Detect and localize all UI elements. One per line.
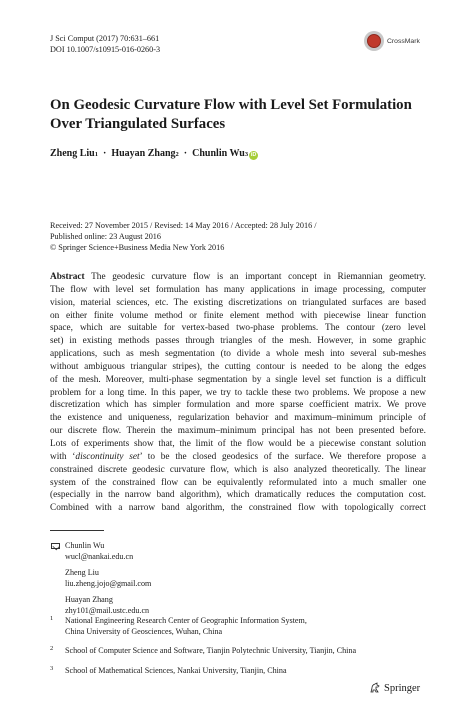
affiliation-entry	[50, 666, 430, 677]
crossmark-badge[interactable]	[364, 31, 420, 51]
journal-volume: J Sci Comput (2017) 70:631–661	[50, 34, 160, 43]
affiliation-line: National Engineering Research Center of Geographic Information System,	[65, 616, 307, 625]
italic-term: discontinuity set	[75, 451, 140, 462]
envelope-icon	[51, 543, 60, 549]
abstract-line: on either finite volume method or finite element method with piecewise linear function	[50, 310, 426, 321]
abstract-line: of the mesh. Moreover, multi-phase segmentation by a single level set function is a difficult	[50, 374, 426, 385]
abstract-line: (especially in the narrow band algorithm), which dramatically reduces the computation cost.	[50, 490, 426, 501]
title-line: On Geodesic Curvature Flow with Level Set Formulation	[50, 97, 412, 113]
crossmark-icon	[364, 31, 384, 51]
affiliation-line: China University of Geosciences, Wuhan, China	[65, 626, 223, 636]
contact-name: Huayan Zhang	[65, 595, 113, 604]
abstract-line: with ‘discontinuity set’ to be the closed geodesics of the surface. We therefore propose a	[50, 451, 426, 462]
affiliation-number: 2	[50, 645, 54, 652]
affiliation-list	[50, 616, 430, 685]
crossmark-label: CrossMark	[387, 37, 420, 45]
affiliation-entry	[50, 616, 430, 637]
abstract-line: Lots of experiments show that, the limit of the flow would be a piecewise constant solution	[50, 438, 426, 449]
abstract-line: without ambiguous triangular stripes), the cutting contour is needed to be along the edges	[50, 361, 426, 372]
abstract-line: Combined with a narrow band algorithm, the constrained flow with topologically correct	[50, 503, 426, 514]
author-affiliation-mark: 2	[175, 151, 179, 158]
author-name: Zheng Liu	[50, 148, 95, 159]
dates-line: Received: 27 November 2015 / Revised: 14 May 2016 / Accepted: 28 July 2016 /	[50, 221, 317, 230]
abstract-line: vision, material sciences, etc. The existing discretizations on triangulated surfaces are based	[50, 297, 426, 308]
orcid-icon[interactable]: iD	[250, 152, 257, 158]
author-separator: ·	[183, 148, 188, 159]
contact-name: Zheng Liu	[65, 568, 99, 577]
abstract-line: our discrete flow. Therein the maximum–minimum principal has not been presented before.	[50, 426, 426, 437]
affiliation-number: 1	[50, 615, 54, 622]
journal-doi[interactable]: DOI 10.1007/s10915-016-0260-3	[50, 45, 161, 54]
contact-email[interactable]: wucl@nankai.edu.cn	[65, 551, 134, 561]
contact-email[interactable]: zhy101@mail.ustc.edu.cn	[65, 605, 150, 615]
contact-email[interactable]: liu.zheng.jojo@gmail.com	[65, 578, 152, 588]
dates-line: Published online: 23 August 2016	[50, 232, 161, 241]
abstract-line: set) in existing methods passes through triangles of the mesh. However, in some graphic	[50, 336, 426, 347]
abstract-line: problem for a long time. In this paper, we try to tackle these two problems. We propose a new	[50, 387, 426, 398]
contact-entry	[50, 541, 151, 562]
journal-citation	[50, 33, 160, 55]
author-name: Chunlin Wu	[192, 148, 245, 159]
affiliation-line: School of Computer Science and Software, Tianjin Polytechnic University, Tianjin, China	[65, 646, 357, 655]
affiliation-line: School of Mathematical Sciences, Nankai University, Tianjin, China	[65, 665, 287, 675]
publisher-logo	[369, 682, 420, 694]
affiliation-entry	[50, 646, 430, 657]
springer-horse-icon	[369, 682, 381, 694]
contact-entry	[50, 595, 151, 616]
abstract-line: system of the constrained flow can be equivalently reformulated into a much smaller one	[50, 477, 426, 488]
abstract-line: The flow with level set formulation has many applications in image processing, computer	[50, 284, 426, 295]
author-separator: ·	[103, 148, 107, 159]
publication-dates	[50, 220, 440, 253]
author-list	[50, 148, 258, 160]
contact-name: Chunlin Wu	[65, 541, 105, 550]
copyright-line: © Springer Science+Business Media New York 2016	[50, 243, 225, 252]
abstract	[50, 271, 426, 515]
author-name: Huayan Zhang	[111, 148, 176, 159]
abstract-line: applications, such as mesh segmentation (to divide a whole mesh into several sub-meshes	[50, 349, 426, 360]
footnote-divider	[50, 530, 104, 531]
abstract-line: Abstract The geodesic curvature flow is an important concept in Riemannian geometry.	[50, 272, 426, 282]
author-affiliation-mark: 1	[94, 151, 98, 158]
title-line: Over Triangulated Surfaces	[50, 116, 226, 132]
paper-title	[50, 96, 430, 134]
abstract-label: Abstract	[50, 272, 85, 282]
contact-entry	[50, 568, 151, 589]
affiliation-number: 3	[50, 664, 54, 672]
abstract-line: space, which are suitable for vertex-based two-phase problems. The contour (zero level	[50, 323, 426, 334]
abstract-line: constrained discrete geodesic curvature flow, which is also analyzed theoretically. The linear	[50, 464, 426, 475]
abstract-line: discretization which has simpler formulation and more sparse coefficient matrix. We prove	[50, 400, 426, 411]
author-affiliation-mark: 3	[244, 151, 249, 158]
contact-list	[50, 541, 151, 622]
abstract-line: the existence and uniqueness, regularization behavior and maximum–minimum principle of	[50, 413, 426, 424]
publisher-name: Springer	[384, 682, 421, 694]
